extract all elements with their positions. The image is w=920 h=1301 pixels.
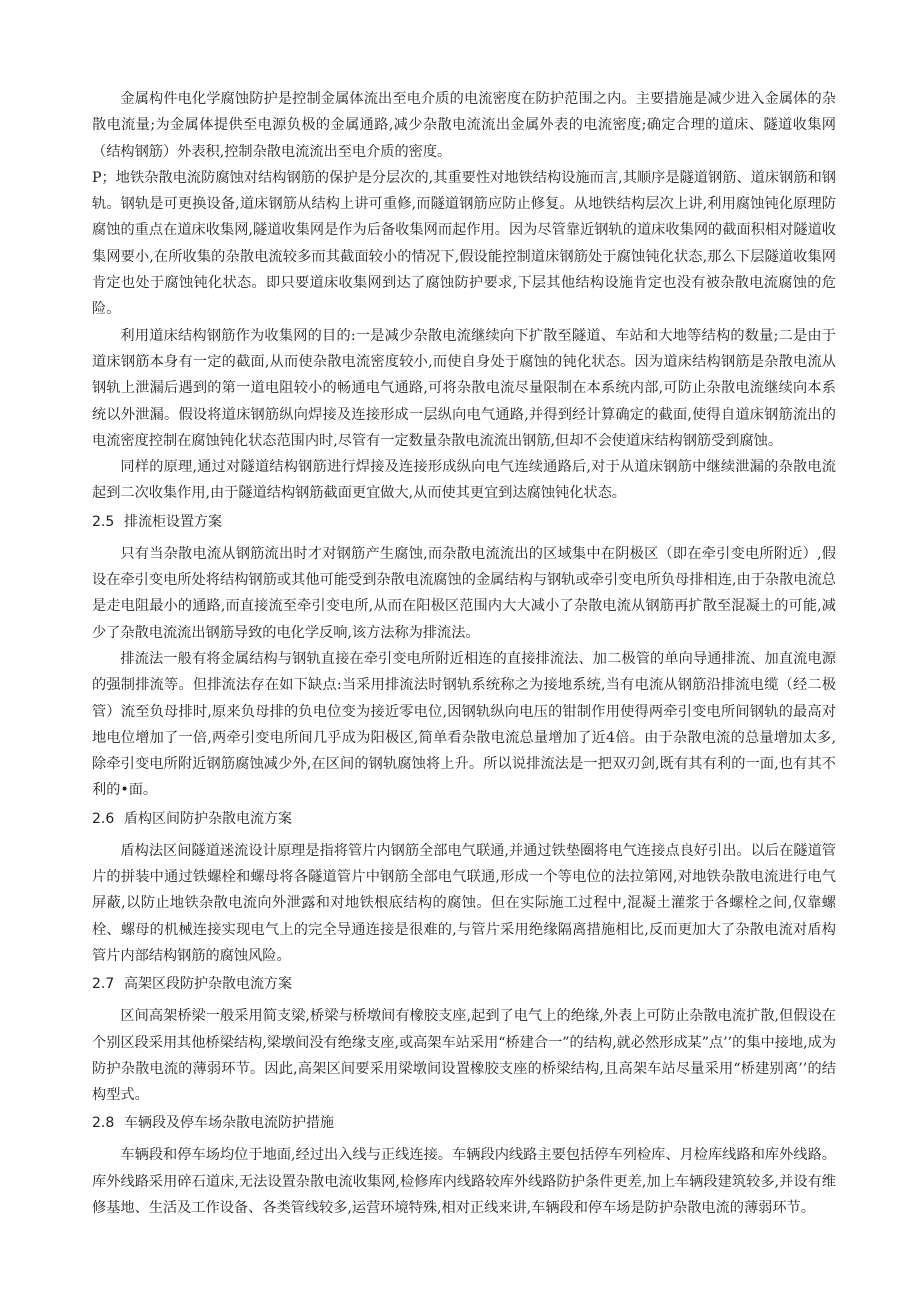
intro-paragraph-3: 利用道床结构钢筋作为收集网的目的:一是减少杂散电流继续向下扩散至隧道、车站和大地等结构的数量;二是由于道床钢筋本身有一定的截面,从而使杂散电流密度较小,而使自身处于腐蚀的钝化状态。因为道床结构钢筋是杂散电流从钢轨上泄漏后遇到的第一道电阻较小的畅通电气通路,可将杂散电流尽量限制在本系统内部,可防止杂散电流继续向本系统以外泄漏。假设将道床钢筋纵向焊接及连接形成一层纵向电气通路,并得到经计算确定的截面,使得自道床钢筋流出的电流密度控制在腐蚀钝化状态范围内时,尽管有一定数量杂散电流流出钢筋,但却不会使道床结构钢筋受到腐蚀。 [92, 327, 836, 449]
section-number: 2.8 [92, 1115, 115, 1132]
intro-paragraph-1: 金属构件电化学腐蚀防护是控制金属体流出至电介质的电流密度在防护范围之内。主要措施是减少进入金属体的杂散电流量;为金属体提供至电源负极的金属通路,减少杂散电流流出金属外表的电流密度;确定合理的道床、隧道收集网（结构钢筋）外表积,控制杂散电流流出至电介质的密度。 [92, 91, 836, 160]
section-2-5-paragraph-2: 排流法一般有将金属结构与钢轨直接在牵引变电所附近相连的直接排流法、加二极管的单向导通排流、加直流电源的强制排流等。但排流法存在如下缺点:当采用排流法时钢轨系统称之为接地系统,当有电流从钢筋沿排流电缆（经二极管）流至负母排时,原来负母排的负电位变为接近零电位,因钢轨纵向电压的钳制作用使得两牵引变电所间钢轨的最高对地电位增加了一倍,两牵引变电所间几乎成为阳极区,简单看杂散电流总量增加了近4倍。由于杂散电流的总量增加太多,除牵引变电所附近钢筋腐蚀减少外,在区间的钢轨腐蚀将上升。所以说排流法是一把双刃剑,既有其有利的一面,也有其不利的•面。 [92, 650, 836, 799]
intro-paragraph-2: P；地铁杂散电流防腐蚀对结构钢筋的保护是分层次的,其重要性对地铁结构设施而言,其顺序是隧道钢筋、道床钢筋和钢轨。钢轨是可更换设备,道床钢筋从结构上讲可重修,而隧道钢筋应防止修复。从地铁结构层次上讲,利用腐蚀钝化原理防腐蚀的重点在道床收集网,隧道收集网是作为后备收集网而起作用。因为尽管靠近钢轨的道床收集网的截面积相对隧道收集网要小,在所收集的杂散电流较多而其截面较小的情况下,假设能控制道床钢筋处于腐蚀钝化状态,那么下层隧道收集网肯定也处于腐蚀钝化状态。即只要道床收集网到达了腐蚀防护要求,下层其他结构设施肯定也没有被杂散电流腐蚀的危险。 [92, 169, 836, 318]
section-title: 排流柜设置方案 [124, 513, 222, 530]
section-2-5-paragraph-1: 只有当杂散电流从钢筋流出时才对钢筋产生腐蚀,而杂散电流流出的区域集中在阴极区（即在牵引变电所附近）,假设在牵引变电所处将结构钢筋或其他可能受到杂散电流腐蚀的金属结构与钢轨或牵引变电所负母排相连,由于杂散电流总是走电阻最小的通路,而直接流至牵引变电所,从而在阳极区范围内大大减小了杂散电流从钢筋再扩散至混凝土的可能,减少了杂散电流流出钢筋导致的电化学反响,该方法称为排流法。 [92, 545, 836, 641]
section-title: 高架区段防护杂散电流方案 [124, 976, 292, 993]
section-heading-2-7 [92, 973, 836, 995]
intro-paragraph-4: 同样的原理,通过对隧道结构钢筋进行焊接及连接形成纵向电气连续通路后,对于从道床钢筋中继续泄漏的杂散电流起到二次收集作用,由于隧道结构钢筋截面更宜做大,从而使其更宜到达腐蚀钝化状态。 [92, 459, 836, 502]
section-heading-2-6 [92, 808, 836, 830]
section-number: 2.6 [92, 810, 115, 827]
section-title: 车辆段及停车场杂散电流防护措施 [124, 1115, 334, 1132]
section-number: 2.7 [92, 976, 115, 993]
section-title: 盾构区间防护杂散电流方案 [124, 810, 292, 827]
section-2-7-paragraph-1: 区间高架桥梁一般采用简支梁,桥梁与桥墩间有橡胶支座,起到了电气上的绝缘,外表上可防止杂散电流扩散,但假设在个别区段采用其他桥梁结构,梁墩间没有绝缘支座,或高架车站采用“桥建合一”的结构,就必然形成某”点’’的集中接地,成为防护杂散电流的薄弱环节。因此,高架区间要采用梁墩间设置橡胶支座的桥梁结构,且高架车站尽量采用“桥建别离’’的结构型式。 [92, 1008, 837, 1104]
section-2-8-paragraph-1: 车辆段和停车场均位于地面,经过出入线与正线连接。车辆段内线路主要包括停车列检库、月检库线路和库外线路。库外线路采用碎石道床,无法设置杂散电流收集网,检修库内线路较库外线路防护条件更差,加上车辆段建筑较多,并设有维修基地、生活及工作设备、各类管线较多,运营环境特殊,相对正线来讲,车辆段和停车场是防护杂散电流的薄弱环节。 [92, 1147, 836, 1216]
section-number: 2.5 [92, 513, 115, 530]
section-heading-2-5 [92, 511, 836, 533]
section-2-6-paragraph-1: 盾构法区间隧道迷流设计原理是指将管片内钢筋全部电气联通,并通过铁垫圈将电气连接点良好引出。以后在隧道管片的拼装中通过铁螺栓和螺母将各隧道管片中钢筋全部电气联通,形成一个等电位的法拉第网,对地铁杂散电流进行电气屏蔽,以防止地铁杂散电流向外泄露和对地铁根底结构的腐蚀。但在实际施工过程中,混凝土灌浆于各螺栓之间,仅靠螺栓、螺母的机械连接实现电气上的完全导通连接是很难的,与管片采用绝缘隔离措施相比,反而更加大了杂散电流对盾构管片内部结构钢筋的腐蚀风险。 [92, 842, 836, 964]
document-page [92, 86, 836, 1221]
section-heading-2-8 [92, 1112, 836, 1134]
